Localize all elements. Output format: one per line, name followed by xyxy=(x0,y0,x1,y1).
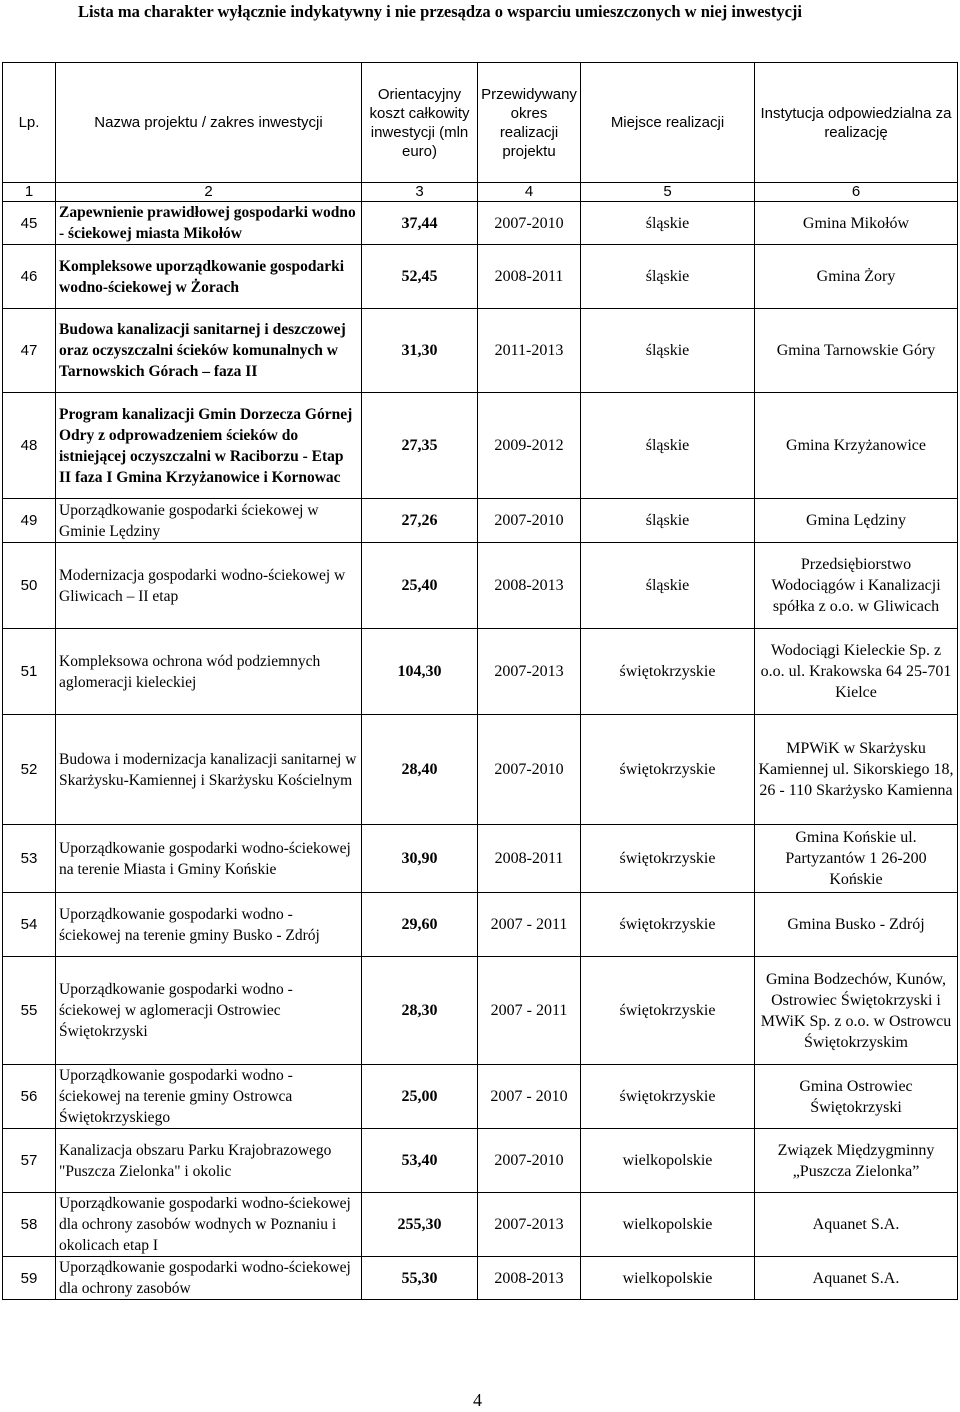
row-cost: 52,45 xyxy=(362,245,478,309)
row-project-name: Kanalizacja obszaru Parku Krajobrazowego "Puszcza Zielonka" i okolic xyxy=(56,1129,362,1193)
row-project-name: Uporządkowanie gospodarki wodno - ściekowej na terenie gminy Ostrowca Świętokrzyskiego xyxy=(56,1065,362,1129)
row-place: śląskie xyxy=(581,309,755,393)
row-institution: Aquanet S.A. xyxy=(755,1257,958,1300)
row-cost: 31,30 xyxy=(362,309,478,393)
row-institution: Gmina Żory xyxy=(755,245,958,309)
row-place: świętokrzyskie xyxy=(581,629,755,715)
row-lp: 48 xyxy=(3,393,56,499)
table-row xyxy=(3,245,958,309)
row-institution: Związek Międzygminny „Puszcza Zielonka” xyxy=(755,1129,958,1193)
table-row xyxy=(3,1257,958,1300)
row-lp: 46 xyxy=(3,245,56,309)
row-period: 2007-2010 xyxy=(478,202,581,245)
row-period: 2007 - 2011 xyxy=(478,893,581,957)
table-row xyxy=(3,543,958,629)
row-institution: Aquanet S.A. xyxy=(755,1193,958,1257)
header-institution: Instytucja odpowiedzialna za realizację xyxy=(755,63,958,183)
row-project-name: Uporządkowanie gospodarki wodno-ściekowej dla ochrony zasobów xyxy=(56,1257,362,1300)
row-period: 2007-2010 xyxy=(478,499,581,543)
row-place: wielkopolskie xyxy=(581,1257,755,1300)
row-period: 2011-2013 xyxy=(478,309,581,393)
row-lp: 54 xyxy=(3,893,56,957)
row-place: wielkopolskie xyxy=(581,1129,755,1193)
row-institution: Przedsiębiorstwo Wodociągów i Kanalizacji spółka z o.o. w Gliwicach xyxy=(755,543,958,629)
header-place: Miejsce realizacji xyxy=(581,63,755,183)
row-lp: 50 xyxy=(3,543,56,629)
row-institution: MPWiK w Skarżysku Kamiennej ul. Sikorskiego 18, 26 - 110 Skarżysko Kamienna xyxy=(755,715,958,825)
row-cost: 27,26 xyxy=(362,499,478,543)
row-cost: 255,30 xyxy=(362,1193,478,1257)
header-name: Nazwa projektu / zakres inwestycji xyxy=(56,63,362,183)
table-row xyxy=(3,309,958,393)
row-period: 2007 - 2011 xyxy=(478,957,581,1065)
row-place: śląskie xyxy=(581,499,755,543)
header-lp: Lp. xyxy=(3,63,56,183)
header-cost: Orientacyjny koszt całkowity inwestycji (mln euro) xyxy=(362,63,478,183)
row-cost: 53,40 xyxy=(362,1129,478,1193)
row-place: świętokrzyskie xyxy=(581,893,755,957)
row-place: świętokrzyskie xyxy=(581,957,755,1065)
row-institution: Gmina Końskie ul. Partyzantów 1 26-200 Końskie xyxy=(755,825,958,893)
row-period: 2008-2011 xyxy=(478,245,581,309)
row-institution: Gmina Mikołów xyxy=(755,202,958,245)
row-project-name: Budowa kanalizacji sanitarnej i deszczowej oraz oczyszczalni ścieków komunalnych w Tarnowskich Górach – faza II xyxy=(56,309,362,393)
row-cost: 25,40 xyxy=(362,543,478,629)
row-project-name: Modernizacja gospodarki wodno-ściekowej w Gliwicach – II etap xyxy=(56,543,362,629)
row-period: 2009-2012 xyxy=(478,393,581,499)
row-institution: Gmina Lędziny xyxy=(755,499,958,543)
row-institution: Gmina Krzyżanowice xyxy=(755,393,958,499)
row-period: 2007-2013 xyxy=(478,1193,581,1257)
row-project-name: Uporządkowanie gospodarki wodno - ściekowej na terenie gminy Busko - Zdrój xyxy=(56,893,362,957)
row-lp: 56 xyxy=(3,1065,56,1129)
column-number: 3 xyxy=(362,183,478,202)
table-row xyxy=(3,825,958,893)
row-period: 2008-2013 xyxy=(478,1257,581,1300)
row-place: śląskie xyxy=(581,202,755,245)
table-row xyxy=(3,499,958,543)
column-number: 2 xyxy=(56,183,362,202)
row-project-name: Kompleksowa ochrona wód podziemnych aglomeracji kieleckiej xyxy=(56,629,362,715)
investment-table xyxy=(2,62,958,1300)
row-cost: 37,44 xyxy=(362,202,478,245)
row-cost: 29,60 xyxy=(362,893,478,957)
row-project-name: Budowa i modernizacja kanalizacji sanitarnej w Skarżysku-Kamiennej i Skarżysku Kościelnym xyxy=(56,715,362,825)
row-project-name: Kompleksowe uporządkowanie gospodarki wodno-ściekowej w Żorach xyxy=(56,245,362,309)
row-lp: 52 xyxy=(3,715,56,825)
row-institution: Gmina Ostrowiec Świętokrzyski xyxy=(755,1065,958,1129)
page-number: 4 xyxy=(473,1390,482,1410)
row-period: 2008-2013 xyxy=(478,543,581,629)
row-lp: 53 xyxy=(3,825,56,893)
document-title: Lista ma charakter wyłącznie indykatywny i nie przesądza o wsparciu umieszczonych w niej inwestycji xyxy=(78,2,802,21)
table-row xyxy=(3,893,958,957)
row-place: świętokrzyskie xyxy=(581,1065,755,1129)
column-number: 6 xyxy=(755,183,958,202)
table-row xyxy=(3,1193,958,1257)
row-place: świętokrzyskie xyxy=(581,825,755,893)
row-lp: 51 xyxy=(3,629,56,715)
row-period: 2008-2011 xyxy=(478,825,581,893)
row-cost: 55,30 xyxy=(362,1257,478,1300)
column-number: 1 xyxy=(3,183,56,202)
row-lp: 49 xyxy=(3,499,56,543)
row-lp: 58 xyxy=(3,1193,56,1257)
row-place: śląskie xyxy=(581,543,755,629)
column-number: 5 xyxy=(581,183,755,202)
row-lp: 45 xyxy=(3,202,56,245)
row-cost: 27,35 xyxy=(362,393,478,499)
column-number: 4 xyxy=(478,183,581,202)
table-row xyxy=(3,393,958,499)
row-cost: 25,00 xyxy=(362,1065,478,1129)
row-lp: 57 xyxy=(3,1129,56,1193)
row-lp: 59 xyxy=(3,1257,56,1300)
row-institution: Wodociągi Kieleckie Sp. z o.o. ul. Krakowska 64 25-701 Kielce xyxy=(755,629,958,715)
row-period: 2007 - 2010 xyxy=(478,1065,581,1129)
row-cost: 28,40 xyxy=(362,715,478,825)
row-place: śląskie xyxy=(581,393,755,499)
row-cost: 104,30 xyxy=(362,629,478,715)
table-row xyxy=(3,202,958,245)
row-lp: 55 xyxy=(3,957,56,1065)
row-period: 2007-2010 xyxy=(478,1129,581,1193)
row-institution: Gmina Busko - Zdrój xyxy=(755,893,958,957)
row-place: wielkopolskie xyxy=(581,1193,755,1257)
row-cost: 28,30 xyxy=(362,957,478,1065)
row-place: świętokrzyskie xyxy=(581,715,755,825)
row-project-name: Uporządkowanie gospodarki ściekowej w Gminie Lędziny xyxy=(56,499,362,543)
table-row xyxy=(3,1065,958,1129)
header-row xyxy=(3,63,958,183)
table-row xyxy=(3,957,958,1065)
column-number-row xyxy=(3,183,958,202)
row-lp: 47 xyxy=(3,309,56,393)
header-period: Przewidywany okres realizacji projektu xyxy=(478,63,581,183)
row-project-name: Uporządkowanie gospodarki wodno-ściekowej dla ochrony zasobów wodnych w Poznaniu i okolicach etap I xyxy=(56,1193,362,1257)
table-row xyxy=(3,629,958,715)
row-institution: Gmina Tarnowskie Góry xyxy=(755,309,958,393)
row-period: 2007-2010 xyxy=(478,715,581,825)
row-period: 2007-2013 xyxy=(478,629,581,715)
row-project-name: Uporządkowanie gospodarki wodno-ściekowej na terenie Miasta i Gminy Końskie xyxy=(56,825,362,893)
table-row xyxy=(3,715,958,825)
row-project-name: Uporządkowanie gospodarki wodno - ściekowej w aglomeracji Ostrowiec Świętokrzyski xyxy=(56,957,362,1065)
row-project-name: Program kanalizacji Gmin Dorzecza Górnej Odry z odprowadzeniem ścieków do istniejącej oczyszczalni w Raciborzu - Etap II faza I Gmina Krzyżanowice i Kornowac xyxy=(56,393,362,499)
row-place: śląskie xyxy=(581,245,755,309)
row-institution: Gmina Bodzechów, Kunów, Ostrowiec Świętokrzyski i MWiK Sp. z o.o. w Ostrowcu Świętokrzyskim xyxy=(755,957,958,1065)
table-row xyxy=(3,1129,958,1193)
row-cost: 30,90 xyxy=(362,825,478,893)
row-project-name: Zapewnienie prawidłowej gospodarki wodno - ściekowej miasta Mikołów xyxy=(56,202,362,245)
